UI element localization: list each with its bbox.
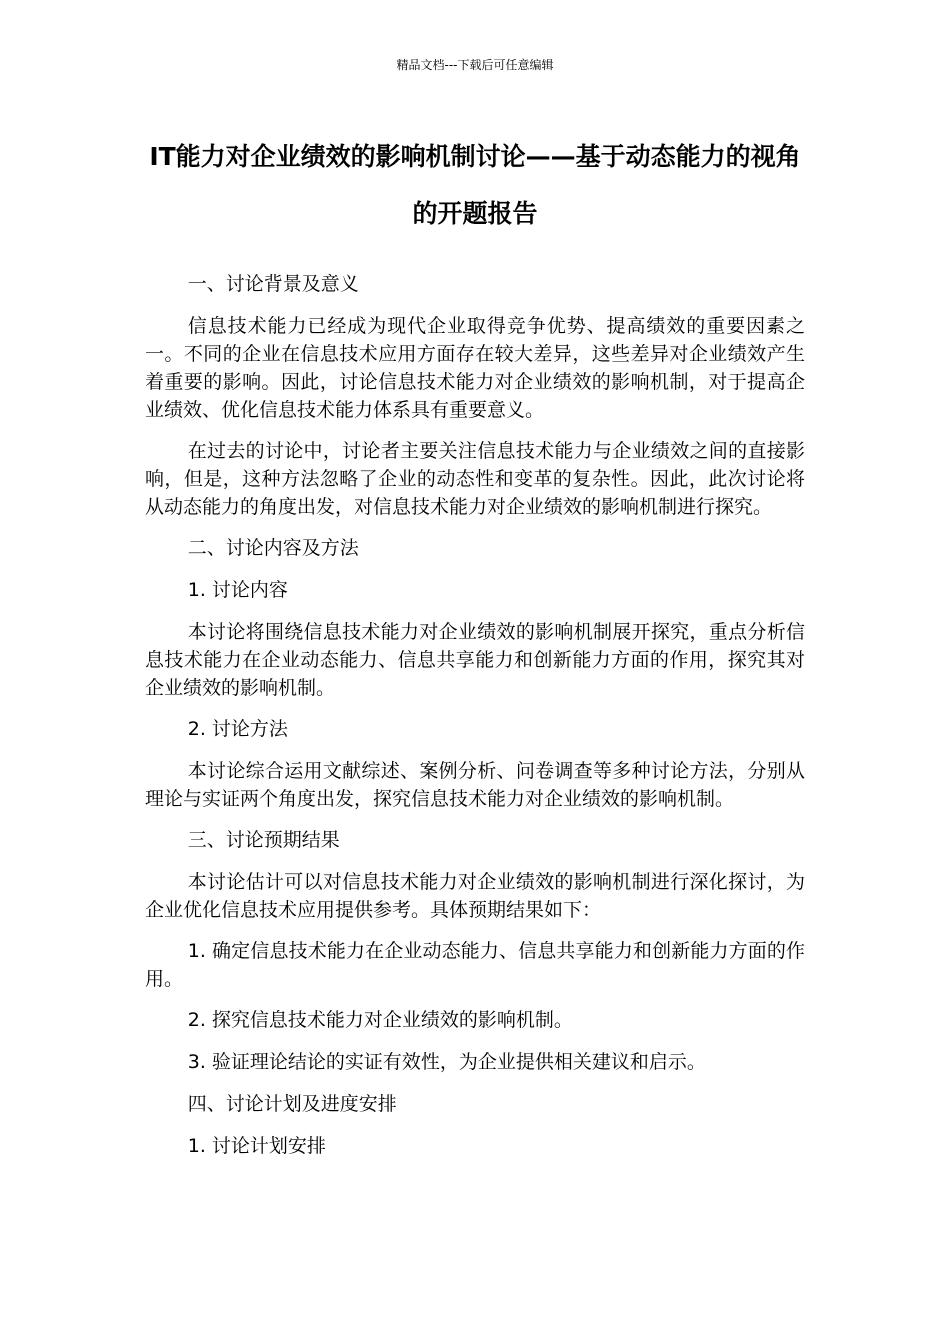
- document-title: IT能力对企业绩效的影响机制讨论——基于动态能力的视角的开题报告: [149, 142, 801, 228]
- subsection-heading: 1. 讨论计划安排: [187, 1135, 326, 1157]
- section-heading: 二、讨论内容及方法: [187, 537, 359, 559]
- list-item: 3. 验证理论结论的实证有效性，为企业提供相关建议和启示。: [187, 1051, 706, 1073]
- subsection-heading: 2. 讨论方法: [187, 718, 288, 740]
- paragraph: 本讨论将围绕信息技术能力对企业绩效的影响机制展开探究，重点分析信息技术能力在企业动态能力、信息共享能力和创新能力方面的作用，探究其对企业绩效的影响机制。: [145, 621, 805, 699]
- section-heading: 三、讨论预期结果: [187, 829, 340, 851]
- page-header: 精品文档---下载后可任意编辑: [396, 58, 554, 72]
- paragraph: 本讨论估计可以对信息技术能力对企业绩效的影响机制进行深化探讨，为企业优化信息技术应用提供参考。具体预期结果如下：: [145, 871, 805, 921]
- paragraph: 本讨论综合运用文献综述、案例分析、问卷调查等多种讨论方法，分别从理论与实证两个角度出发，探究信息技术能力对企业绩效的影响机制。: [145, 760, 805, 810]
- document-body: [145, 270, 805, 1174]
- list-item: 2. 探究信息技术能力对企业绩效的影响机制。: [187, 1009, 573, 1031]
- section-heading: 四、讨论计划及进度安排: [187, 1093, 397, 1115]
- paragraph: 信息技术能力已经成为现代企业取得竞争优势、提高绩效的重要因素之一。不同的企业在信息技术应用方面存在较大差异，这些差异对企业绩效产生着重要的影响。因此，讨论信息技术能力对企业绩效的影响机制，对于提高企业绩效、优化信息技术能力体系具有重要意义。: [145, 315, 805, 421]
- list-item: 1. 确定信息技术能力在企业动态能力、信息共享能力和创新能力方面的作用。: [145, 940, 805, 990]
- subsection-heading: 1. 讨论内容: [187, 579, 288, 601]
- section-heading: 一、讨论背景及意义: [187, 273, 359, 295]
- paragraph: 在过去的讨论中，讨论者主要关注信息技术能力与企业绩效之间的直接影响，但是，这种方法忽略了企业的动态性和变革的复杂性。因此，此次讨论将从动态能力的角度出发，对信息技术能力对企业绩效的影响机制进行探究。: [145, 440, 805, 518]
